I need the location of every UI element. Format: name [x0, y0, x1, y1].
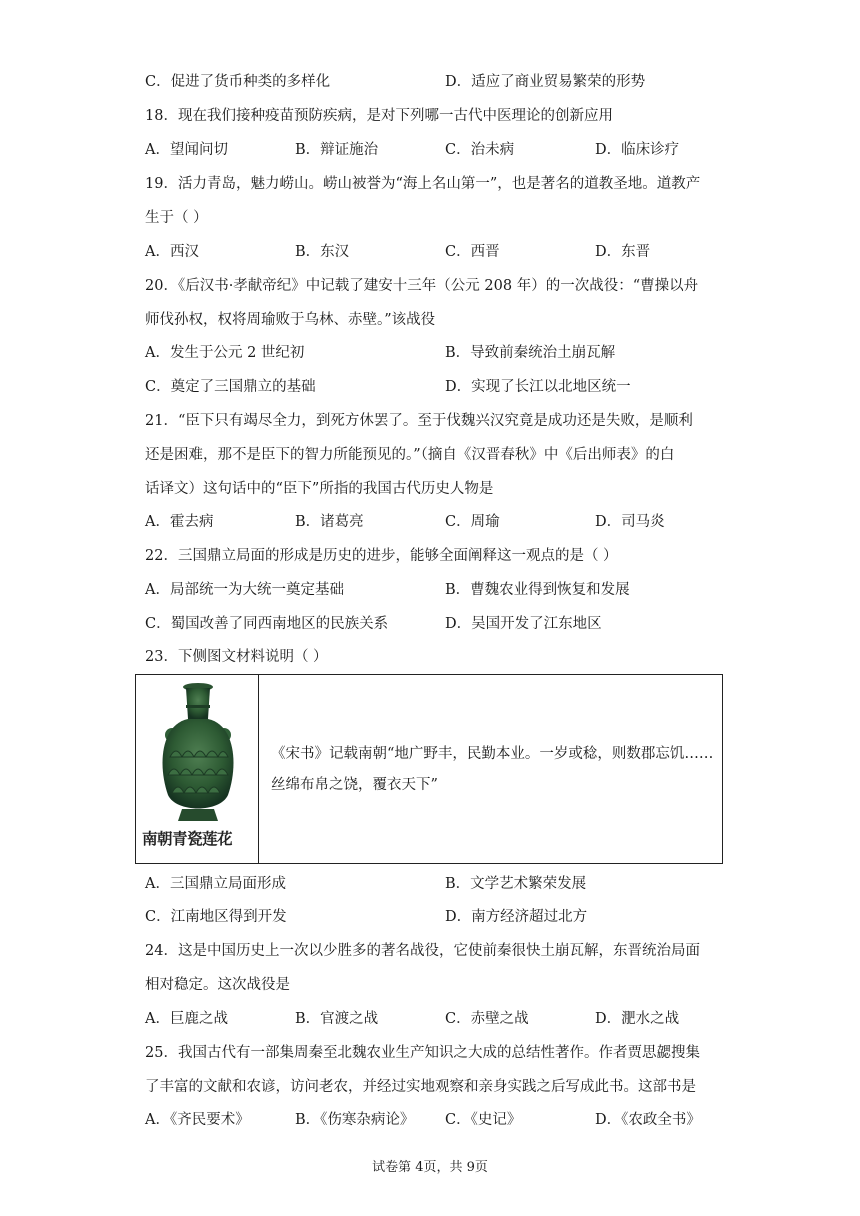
- q19-stem-line1: 19．活力青岛，魅力崂山。崂山被誉为“海上名山第一”，也是著名的道教圣地。道教产: [145, 176, 701, 192]
- q19-option-a: A．西汉: [145, 244, 199, 260]
- q20-option-c: C．奠定了三国鼎立的基础: [145, 379, 316, 395]
- q20-option-d: D．实现了长江以北地区统一: [445, 379, 631, 395]
- q21-stem-line2: 还是困难，那不是臣下的智力所能预见的。”（摘自《汉晋春秋》中《后出师表》的白: [145, 447, 675, 463]
- q23-option-d: D．南方经济超过北方: [445, 909, 588, 925]
- q25-option-b: B．《伤寒杂病论》: [295, 1112, 415, 1128]
- q24-option-b: B．官渡之战: [295, 1011, 379, 1027]
- q22-option-d: D．吴国开发了江东地区: [445, 616, 602, 632]
- q17-option-c: C．促进了货币种类的多样化: [145, 74, 331, 90]
- q25-stem-line1: 25．我国古代有一部集周秦至北魏农业生产知识之大成的总结性著作。作者贾思勰搜集: [145, 1045, 700, 1061]
- song-shu-quote: [271, 739, 717, 801]
- q21-option-b: B．诸葛亮: [295, 514, 364, 530]
- q24-stem-line2: 相对稳定。这次战役是: [145, 977, 290, 993]
- q25-option-c: C．《史记》: [445, 1112, 522, 1128]
- q21-stem-line1: 21．“臣下只有竭尽全力，到死方休罢了。至于伐魏兴汉究竟是成功还是失败，是顺利: [145, 413, 693, 429]
- q19-option-c: C．西晋: [445, 244, 500, 260]
- q22-stem: 22．三国鼎立局面的形成是历史的进步，能够全面阐释这一观点的是（ ）: [145, 548, 618, 564]
- q24-option-d: D．淝水之战: [595, 1011, 680, 1027]
- q17-option-d: D．适应了商业贸易繁荣的形势: [445, 74, 646, 90]
- q20-option-a: A．发生于公元 2 世纪初: [145, 345, 305, 361]
- q18-stem: 18．现在我们接种疫苗预防疾病，是对下列哪一古代中医理论的创新应用: [145, 108, 613, 124]
- q19-option-d: D．东晋: [595, 244, 651, 260]
- q25-stem-line2: 了丰富的文献和农谚，访问老农，并经过实地观察和亲身实践之后写成此书。这部书是: [145, 1079, 696, 1095]
- q18-option-a: A．望闻问切: [145, 142, 228, 158]
- q24-option-a: A．巨鹿之战: [145, 1011, 228, 1027]
- q18-option-d: D．临床诊疗: [595, 142, 680, 158]
- q21-option-a: A．霍去病: [145, 514, 214, 530]
- q23-option-b: B．文学艺术繁荣发展: [445, 876, 587, 892]
- song-shu-quote-line2: 丝绵布帛之饶，覆衣天下”: [271, 777, 438, 793]
- q19-option-b: B．东汉: [295, 244, 350, 260]
- q23-option-a: A．三国鼎立局面形成: [145, 876, 286, 892]
- q20-stem-line2: 师伐孙权，权将周瑜败于乌林、赤壁。”该战役: [145, 312, 436, 328]
- q23-option-c: C．江南地区得到开发: [145, 909, 287, 925]
- q21-option-c: C．周瑜: [445, 514, 500, 530]
- q23-figure-table: [135, 674, 723, 864]
- q18-option-b: B．辩证施治: [295, 142, 379, 158]
- q24-stem-line1: 24．这是中国历史上一次以少胜多的著名战役，它使前秦很快土崩瓦解，东晋统治局面: [145, 943, 700, 959]
- song-shu-quote-line1: 《宋书》记载南朝“地广野丰，民勤本业。一岁或稔，则数郡忘饥……: [271, 746, 714, 762]
- q23-stem: 23．下侧图文材料说明（ ）: [145, 649, 328, 665]
- q21-stem-line3: 话译文）这句话中的“臣下”所指的我国古代历史人物是: [145, 481, 494, 497]
- q20-option-b: B．导致前秦统治土崩瓦解: [445, 345, 616, 361]
- q19-stem-line2: 生于（ ）: [145, 210, 208, 226]
- q22-option-b: B．曹魏农业得到恢复和发展: [445, 582, 630, 598]
- q25-option-d: D．《农政全书》: [595, 1112, 701, 1128]
- q21-option-d: D．司马炎: [595, 514, 665, 530]
- q18-option-c: C．治未病: [445, 142, 515, 158]
- figure-caption: 南朝青瓷莲花: [142, 830, 233, 848]
- q22-option-a: A．局部统一为大统一奠定基础: [145, 582, 344, 598]
- page-footer: 试卷第 4页，共 9页: [372, 1160, 488, 1175]
- q20-stem-line1: 20．《后汉书·孝献帝纪》中记载了建安十三年（公元 208 年）的一次战役：“曹操以舟: [145, 278, 699, 294]
- q24-option-c: C．赤壁之战: [445, 1011, 529, 1027]
- celadon-lotus-vase-image: [136, 675, 259, 863]
- q22-option-c: C．蜀国改善了同西南地区的民族关系: [145, 616, 389, 632]
- q25-option-a: A．《齐民要术》: [145, 1112, 250, 1128]
